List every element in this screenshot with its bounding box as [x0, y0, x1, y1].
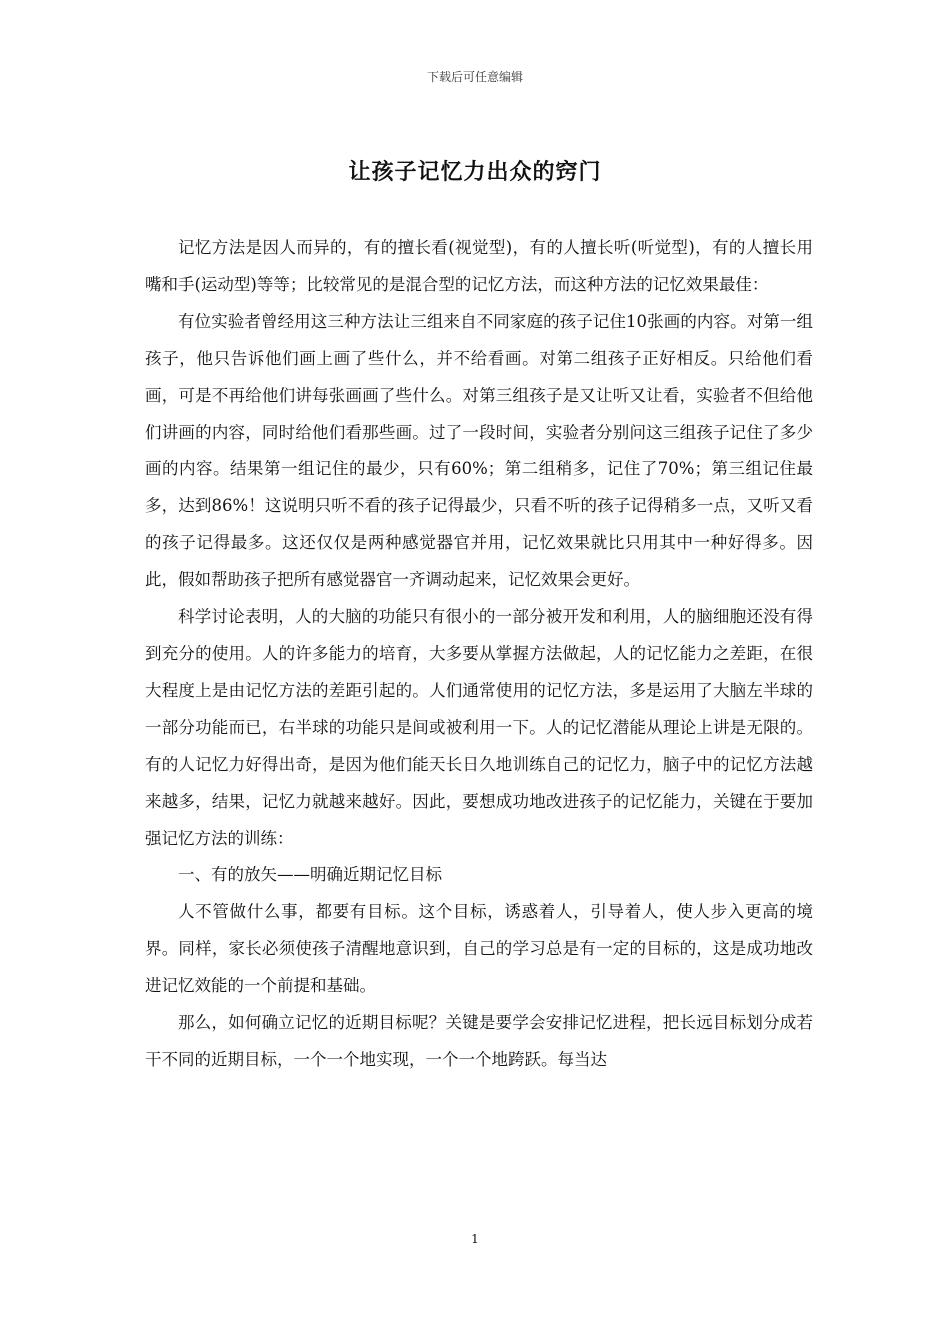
page-number: 1 — [471, 1232, 479, 1246]
header-note: 下载后可任意编辑 — [426, 70, 523, 84]
paragraph: 科学讨论表明，人的大脑的功能只有很小的一部分被开发和利用，人的脑细胞还没有得到充分的使用。人的许多能力的培育，大多要从掌握方法做起，人的记忆能力之差距，在很大程度上是由记忆方法的差距引起的。人们通常使用的记忆方法，多是运用了大脑左半球的一部分功能而已，右半球的功能只是间或被利用一下。人的记忆潜能从理论上讲是无限的。有的人记忆力好得出奇，是因为他们能天长日久地训练自己的记忆力，脑子中的记忆方法越来越多，结果，记忆力就越来越好。因此，要想成功地改进孩子的记忆能力，关键在于要加强记忆方法的训练： — [145, 607, 813, 848]
document-title: 让孩子记忆力出众的窍门 — [348, 159, 602, 185]
paragraph: 人不管做什么事，都要有目标。这个目标，诱惑着人，引导着人，使人步入更高的境界。同样，家长必须使孩子清醒地意识到，自己的学习总是有一定的目标的，这是成功地改进记忆效能的一个前提和基础。 — [145, 902, 813, 996]
paragraph: 那么，如何确立记忆的近期目标呢？关键是要学会安排记忆进程，把长远目标划分成若干不同的近期目标，一个一个地实现，一个一个地跨跃。每当达 — [145, 1013, 813, 1069]
section-heading: 一、有的放矢——明确近期记忆目标 — [178, 865, 442, 885]
document-body — [145, 230, 813, 1079]
paragraph: 有位实验者曾经用这三种方法让三组来自不同家庭的孩子记住10张画的内容。对第一组孩子，他只告诉他们画上画了些什么，并不给看画。对第二组孩子正好相反。只给他们看画，可是不再给他们讲每张画画了些什么。对第三组孩子是又让听又让看，实验者不但给他们讲画的内容，同时给他们看那些画。过了一段时间，实验者分别问这三组孩子记住了多少画的内容。结果第一组记住的最少，只有60%；第二组稍多，记住了70%；第三组记住最多，达到86%！这说明只听不看的孩子记得最少，只看不听的孩子记得稍多一点，又听又看的孩子记得最多。这还仅仅是两种感觉器官并用，记忆效果就比只用其中一种好得多。因此，假如帮助孩子把所有感觉器官一齐调动起来，记忆效果会更好。 — [145, 311, 813, 590]
paragraph: 记忆方法是因人而异的，有的擅长看(视觉型)，有的人擅长听(听觉型)，有的人擅长用嘴和手(运动型)等等；比较常见的是混合型的记忆方法，而这种方法的记忆效果最佳： — [145, 238, 813, 294]
